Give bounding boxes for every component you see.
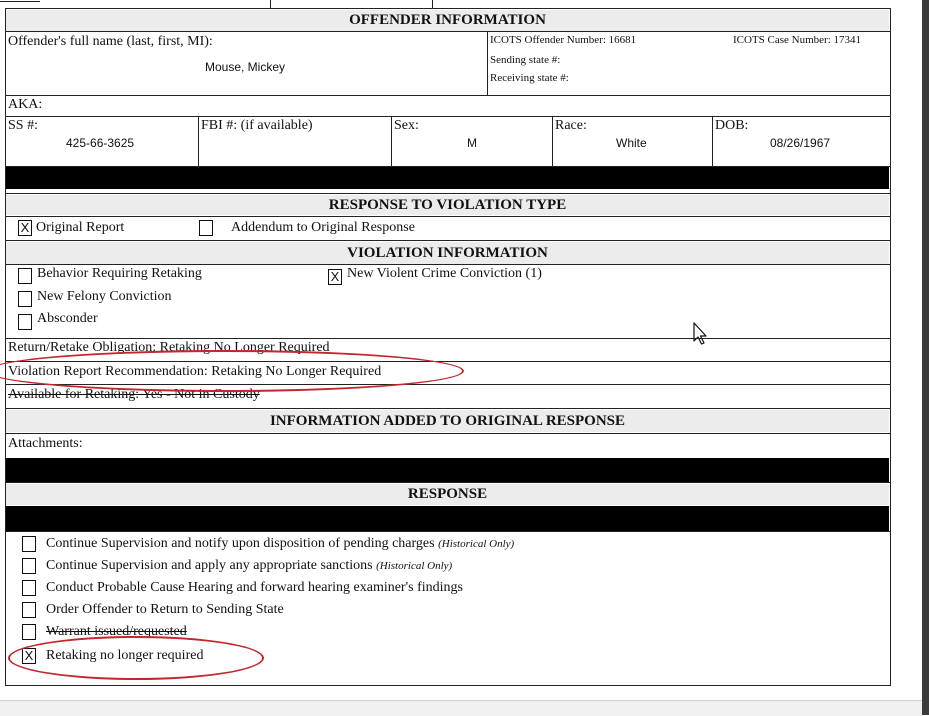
order-return-label: Order Offender to Return to Sending State <box>46 602 284 617</box>
offender-info-header: OFFENDER INFORMATION <box>6 10 889 31</box>
absconder-label: Absconder <box>37 311 98 326</box>
race-value: White <box>616 136 647 150</box>
continue-sanctions-checkbox[interactable] <box>22 558 36 574</box>
warrant-label: Warrant issued/requested <box>46 624 187 639</box>
available-text: Available for Retaking: Yes - Not in Custody <box>8 387 260 402</box>
addendum-checkbox[interactable] <box>199 220 213 236</box>
receiving-state-label: Receiving state #: <box>490 72 569 84</box>
continue-sanctions-label: Continue Supervision and apply any appropriate sanctions (Historical Only) <box>46 558 453 573</box>
full-name-label: Offender's full name (last, first, MI): <box>8 34 213 49</box>
behavior-label: Behavior Requiring Retaking <box>37 266 202 281</box>
violation-info-header: VIOLATION INFORMATION <box>6 242 889 264</box>
absconder-checkbox[interactable] <box>18 314 32 330</box>
info-added-header: INFORMATION ADDED TO ORIGINAL RESPONSE <box>6 410 889 432</box>
continue-notify-label: Continue Supervision and notify upon disposition of pending charges (Historical Only) <box>46 536 515 551</box>
viewer-bottom-strip <box>0 700 922 716</box>
sex-label: Sex: <box>394 118 419 133</box>
continue-notify-checkbox[interactable] <box>22 536 36 552</box>
new-felony-checkbox[interactable] <box>18 291 32 307</box>
original-report-label: Original Report <box>36 220 125 235</box>
response-header: RESPONSE <box>6 484 889 505</box>
probable-cause-label: Conduct Probable Cause Hearing and forward hearing examiner's findings <box>46 580 463 595</box>
retaking-no-longer-label: Retaking no longer required <box>46 648 204 663</box>
order-return-checkbox[interactable] <box>22 602 36 618</box>
retaking-no-longer-checkbox[interactable]: X <box>22 648 36 664</box>
attachments-label: Attachments: <box>8 436 83 451</box>
violent-crime-checkbox[interactable]: X <box>328 269 342 285</box>
violent-crime-label: New Violent Crime Conviction (1) <box>347 266 542 281</box>
warrant-checkbox[interactable] <box>22 624 36 640</box>
dob-value: 08/26/1967 <box>770 136 831 150</box>
sex-value: M <box>467 136 477 150</box>
icots-offender-number: ICOTS Offender Number: 16681 <box>490 34 637 46</box>
ss-label: SS #: <box>8 118 38 133</box>
aka-label: AKA: <box>8 97 43 112</box>
original-report-checkbox[interactable]: X <box>18 220 32 236</box>
full-name-value: Mouse, Mickey <box>205 60 286 74</box>
fbi-label: FBI #: (if available) <box>201 118 313 133</box>
vertical-scrollbar[interactable] <box>922 0 929 715</box>
response-type-header: RESPONSE TO VIOLATION TYPE <box>6 195 889 215</box>
sending-state-label: Sending state #: <box>490 54 561 66</box>
new-felony-label: New Felony Conviction <box>37 289 172 304</box>
ss-value: 425-66-3625 <box>66 136 135 150</box>
redaction-bar-attachments <box>6 458 889 482</box>
addendum-label: Addendum to Original Response <box>231 220 415 235</box>
icots-case-number: ICOTS Case Number: 17341 <box>733 34 862 46</box>
return-retake-text: Return/Retake Obligation: Retaking No Longer Required <box>8 340 330 355</box>
behavior-checkbox[interactable] <box>18 268 32 284</box>
mouse-cursor-icon <box>693 322 711 346</box>
probable-cause-checkbox[interactable] <box>22 580 36 596</box>
redaction-bar-response <box>6 506 889 531</box>
race-label: Race: <box>555 118 587 133</box>
recommendation-text: Violation Report Recommendation: Retaking No Longer Required <box>8 364 382 379</box>
dob-label: DOB: <box>715 118 749 133</box>
redaction-bar <box>6 167 889 189</box>
